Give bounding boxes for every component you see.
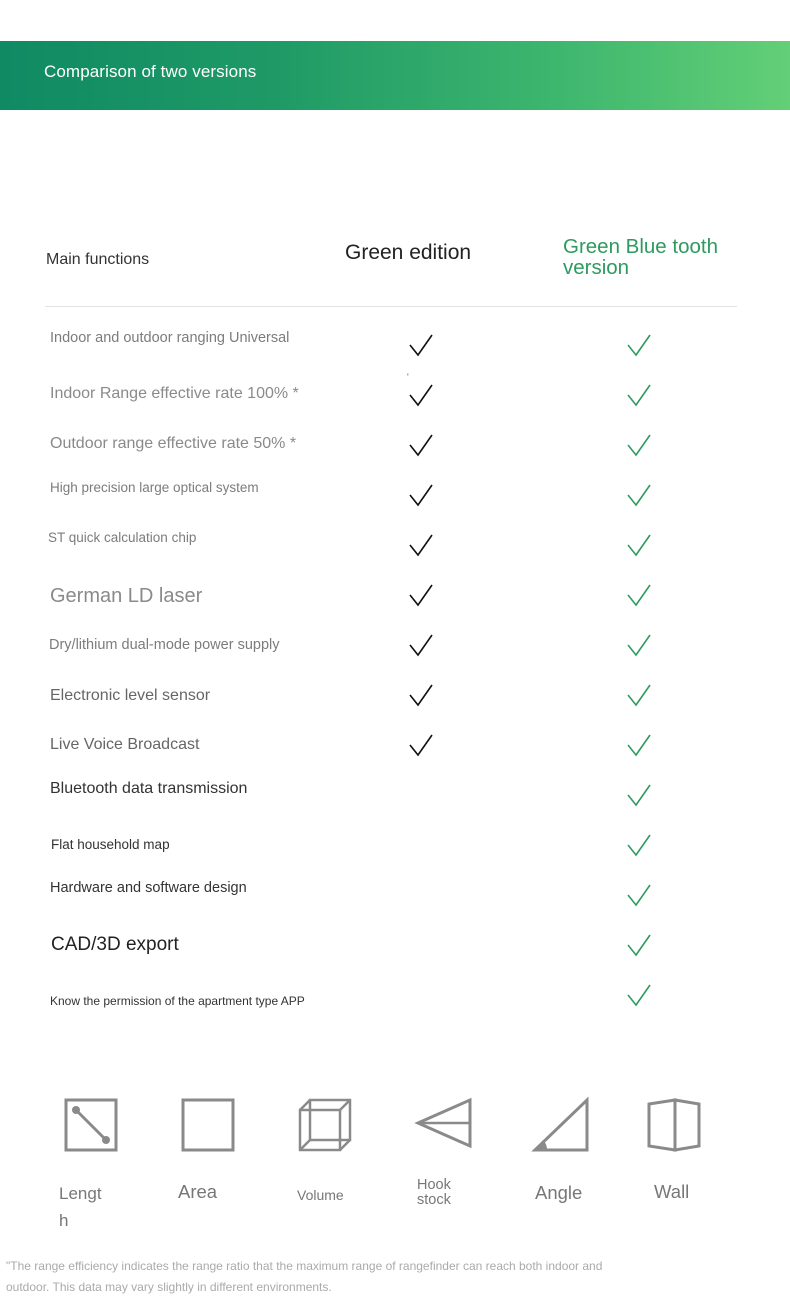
bluetooth-version-check-icon <box>626 883 652 907</box>
table-row <box>0 980 790 1010</box>
green-edition-check-icon <box>408 533 434 557</box>
length-icon <box>60 1096 120 1156</box>
green-edition-check-icon <box>408 383 434 407</box>
banner-title: Comparison of two versions <box>44 62 257 81</box>
bluetooth-version-check-icon <box>626 333 652 357</box>
feature-label: High precision large optical system <box>50 480 259 495</box>
feature-label: German LD laser <box>50 585 203 607</box>
bluetooth-version-check-icon <box>626 833 652 857</box>
footnote: "The range efficiency indicates the range ratio that the maximum range of rangefinder can reach both indoor and outdoor. This data may vary slightly in different environments. <box>6 1259 603 1294</box>
table-row <box>0 930 790 960</box>
table-row <box>0 880 790 910</box>
area-icon <box>177 1096 237 1156</box>
feature-label: Hardware and software design <box>50 880 247 896</box>
green-edition-check-icon <box>408 683 434 707</box>
mode-label: Hook stock <box>417 1177 451 1208</box>
feature-label: Know the permission of the apartment type APP <box>50 994 305 1008</box>
table-row <box>0 430 790 460</box>
table-row <box>0 730 790 760</box>
green-edition-check-icon <box>408 633 434 657</box>
green-edition-check-icon <box>408 583 434 607</box>
feature-label: ST quick calculation chip <box>48 530 197 545</box>
table-row <box>0 480 790 510</box>
bluetooth-version-check-icon <box>626 633 652 657</box>
bluetooth-version-check-icon <box>626 983 652 1007</box>
wall-icon <box>645 1096 705 1156</box>
angle-icon <box>531 1096 591 1156</box>
table-row <box>0 530 790 560</box>
feature-label: Indoor and outdoor ranging Universal <box>50 330 290 346</box>
green-edition-check-icon <box>408 333 434 357</box>
mode-label: Angle <box>535 1182 583 1203</box>
bluetooth-version-check-icon <box>626 583 652 607</box>
bluetooth-version-check-icon <box>626 533 652 557</box>
bluetooth-version-check-icon <box>626 733 652 757</box>
stray-mark: ' <box>407 372 409 382</box>
feature-label: Outdoor range effective rate 50% * <box>50 435 297 452</box>
bluetooth-version-check-icon <box>626 433 652 457</box>
mode-label: Wall <box>654 1181 690 1202</box>
table-row <box>0 330 790 360</box>
green-edition-check-icon <box>408 733 434 757</box>
header-green-edition: Green edition <box>345 241 472 264</box>
table-row <box>0 780 790 810</box>
table-row <box>0 630 790 660</box>
green-edition-check-icon <box>408 433 434 457</box>
feature-label: Dry/lithium dual-mode power supply <box>49 637 280 653</box>
green-edition-check-icon <box>408 483 434 507</box>
table-row <box>0 830 790 860</box>
bluetooth-version-check-icon <box>626 383 652 407</box>
bluetooth-version-check-icon <box>626 483 652 507</box>
mode-label: Area <box>178 1181 218 1202</box>
feature-label: CAD/3D export <box>51 934 179 955</box>
table-row <box>0 380 790 410</box>
feature-label: Electronic level sensor <box>50 687 211 704</box>
volume-icon <box>296 1096 356 1156</box>
bluetooth-version-check-icon <box>626 683 652 707</box>
bluetooth-version-check-icon <box>626 933 652 957</box>
bluetooth-version-check-icon <box>626 783 652 807</box>
feature-label: Bluetooth data transmission <box>50 780 248 797</box>
table-row <box>0 580 790 610</box>
title-banner <box>0 41 790 110</box>
table-row <box>0 680 790 710</box>
hook-stock-icon <box>414 1096 474 1156</box>
mode-label: Volume <box>297 1187 344 1203</box>
header-main-functions: Main functions <box>46 251 150 268</box>
header-divider <box>45 306 737 307</box>
feature-label: Live Voice Broadcast <box>50 736 200 753</box>
header-bluetooth-version: Green Blue tooth version <box>563 235 718 279</box>
feature-label: Indoor Range effective rate 100% * <box>50 385 299 402</box>
mode-label: Lengt h <box>59 1184 102 1230</box>
feature-label: Flat household map <box>51 837 170 852</box>
